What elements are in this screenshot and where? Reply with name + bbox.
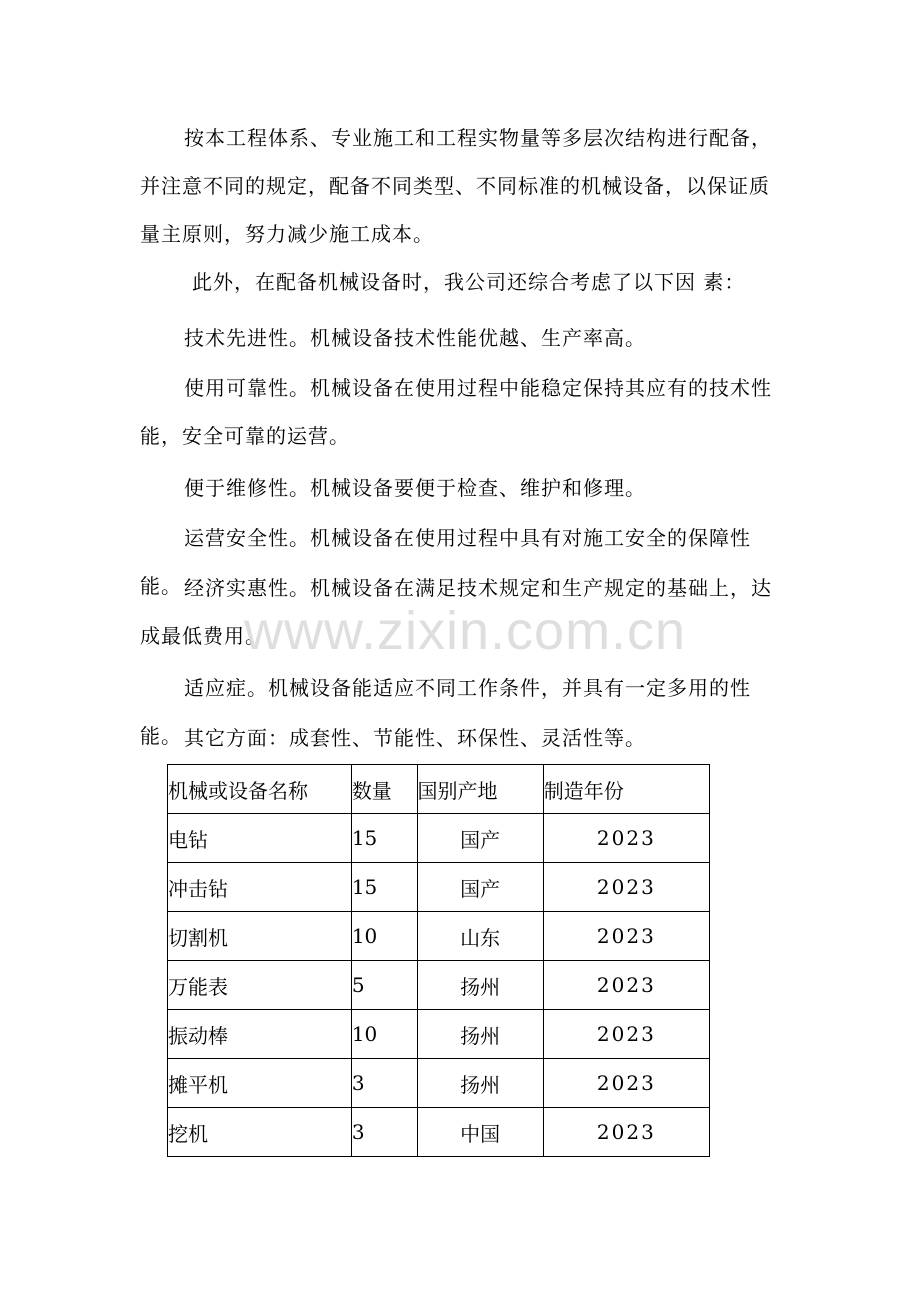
- table-row: [168, 1010, 710, 1059]
- paragraph-factors-intro: 此外，在配备机械设备时，我公司还综合考虑了以下因 素：: [192, 270, 746, 294]
- cell-year: 2023: [543, 863, 709, 912]
- cell-origin: 扬州: [417, 961, 543, 1010]
- cell-quantity: 3: [351, 1059, 417, 1108]
- cell-name: 振动棒: [168, 1010, 352, 1059]
- paragraph-reliability: 使用可靠性。机械设备在使用过程中能稳定保持其应有的技术性能，安全可靠的运营。: [140, 376, 772, 448]
- cell-year: 2023: [543, 1108, 709, 1157]
- table-row: [168, 1059, 710, 1108]
- cell-name: 冲击钻: [168, 863, 352, 912]
- paragraph-advanced: 技术先进性。机械设备技术性能优越、生产率高。: [184, 326, 646, 350]
- cell-quantity: 3: [351, 1108, 417, 1157]
- table-header-row: [168, 765, 710, 814]
- paragraph-economy: 经济实惠性。机械设备在满足技术规定和生产规定的基础上，达成最低费用。: [140, 576, 772, 648]
- table-row: [168, 912, 710, 961]
- paragraph-other: 其它方面：成套性、节能性、环保性、灵活性等。: [184, 726, 646, 750]
- cell-origin: 国产: [417, 814, 543, 863]
- watermark: www.zixin.com.cn: [244, 601, 687, 661]
- cell-year: 2023: [543, 1010, 709, 1059]
- cell-origin: 扬州: [417, 1059, 543, 1108]
- cell-origin: 山东: [417, 912, 543, 961]
- paragraph-maintainability: 便于维修性。机械设备要便于检查、维护和修理。: [184, 476, 646, 500]
- table-row: [168, 863, 710, 912]
- cell-year: 2023: [543, 814, 709, 863]
- table-row: [168, 814, 710, 863]
- cell-origin: 中国: [417, 1108, 543, 1157]
- header-origin: 国别产地: [417, 765, 543, 814]
- paragraph-adaptability: 适应症。机械设备能适应不同工作条件，并具有一定多用的性能。: [140, 676, 751, 748]
- cell-origin: 扬州: [417, 1010, 543, 1059]
- cell-name: 万能表: [168, 961, 352, 1010]
- cell-quantity: 5: [351, 961, 417, 1010]
- table-row: [168, 961, 710, 1010]
- table-row: [168, 1108, 710, 1157]
- paragraph-safety: 运营安全性。机械设备在使用过程中具有对施工安全的保障性能。: [140, 526, 751, 598]
- cell-year: 2023: [543, 961, 709, 1010]
- cell-name: 摊平机: [168, 1059, 352, 1108]
- cell-name: 挖机: [168, 1108, 352, 1157]
- cell-name: 切割机: [168, 912, 352, 961]
- paragraph-intro: 按本工程体系、专业施工和工程实物量等多层次结构进行配备，并注意不同的规定，配备不同类型、不同标准的机械设备，以保证质量主原则，努力减少施工成本。: [140, 126, 772, 246]
- cell-origin: 国产: [417, 863, 543, 912]
- cell-quantity: 10: [351, 912, 417, 961]
- header-name: 机械或设备名称: [168, 765, 352, 814]
- header-year: 制造年份: [543, 765, 709, 814]
- cell-name: 电钻: [168, 814, 352, 863]
- cell-quantity: 15: [351, 814, 417, 863]
- cell-quantity: 15: [351, 863, 417, 912]
- cell-year: 2023: [543, 912, 709, 961]
- cell-quantity: 10: [351, 1010, 417, 1059]
- cell-year: 2023: [543, 1059, 709, 1108]
- equipment-table: [167, 764, 710, 1157]
- header-quantity: 数量: [351, 765, 417, 814]
